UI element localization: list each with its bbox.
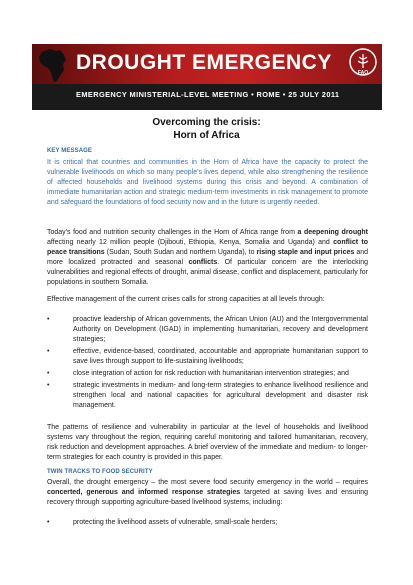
- page-title-line2: Horn of Africa: [173, 130, 240, 141]
- twin-tracks-heading: TWIN TRACKS TO FOOD SECURITY: [47, 469, 153, 475]
- header-banner: [32, 44, 382, 110]
- paragraph-resilience-patterns: The patterns of resilience and vulnerability in particular at the level of households and livelihood systems vary throughout the region, requiring careful monitoring and tailored humanitarian, recovery, risk reduction and development approaches. A brief overview of the immediate and medium- to longer-term strategies for each country is provided in this paper.: [47, 424, 368, 461]
- africa-map-icon: [36, 46, 70, 84]
- fao-logo-text: FAO: [357, 70, 369, 76]
- paragraph-twin-tracks: Overall, the drought emergency – the most severe food security emergency in the world – requires concerted, generous and informed response strategies targeted at saving lives and ensuring recovery through supporting agriculture-based livelihood systems, including:: [47, 479, 368, 506]
- fao-logo-icon: [348, 47, 378, 77]
- bullet-item: • strategic investments in medium- and long-term strategies to enhance livelihood resilience and strengthen local and national capacities for agricultural development and disaster risk management.: [47, 382, 368, 409]
- paragraph-effective-management: Effective management of the current crises calls for strong capacities at all levels through:: [47, 296, 325, 303]
- page-title-line1: Overcoming the crisis:: [152, 117, 261, 128]
- banner-subtitle: EMERGENCY MINISTERIAL-LEVEL MEETING • ROME • 25 JULY 2011: [76, 90, 340, 99]
- bullet-item: • proactive leadership of African governments, the African Union (AU) and the Intergovernmental Authority on Development (IGAD) in implementing humanitarian, recovery and development strategies;: [47, 316, 368, 343]
- banner-title: DROUGHT EMERGENCY: [76, 51, 332, 74]
- key-message-heading: KEY MESSAGE: [47, 148, 93, 154]
- bullet-item: • protecting the livelihood assets of vulnerable, small-scale herders;: [47, 519, 278, 526]
- bullet-item: • close integration of action for risk reduction with humanitarian intervention strategies; and: [47, 370, 349, 377]
- paragraph-food-security-challenges: Today's food and nutrition security challenges in the Horn of Africa range from a deepening drought affecting nearly 12 million people (Djibouti, Ethiopia, Kenya, Somalia and Uganda) and conflict to peace transitions (Sudan, South Sudan and northern Uganda), to rising staple and input prices and more localized protracted and seasonal conflicts. Of particular concern are the interlocking vulnerabilities and regional effects of drought, animal disease, conflict and displacement, particularly for populations in southern Somalia.: [47, 229, 369, 286]
- key-message-text: It is critical that countries and communities in the Horn of Africa have the capacity to protect the vulnerable livelihoods on which so many people's lives depend, while also strengthening the resilience of affected households and livelihood systems during this crisis and beyond. A combination of immediate humanitarian action and strategic medium-term investments in risk management to promote and safeguard the foundations of food security now and in the future is urgently needed.: [47, 159, 368, 206]
- bullet-item: • effective, evidence-based, coordinated, accountable and appropriate humanitarian support to save lives through support to life-sustaining livelihoods;: [47, 348, 368, 365]
